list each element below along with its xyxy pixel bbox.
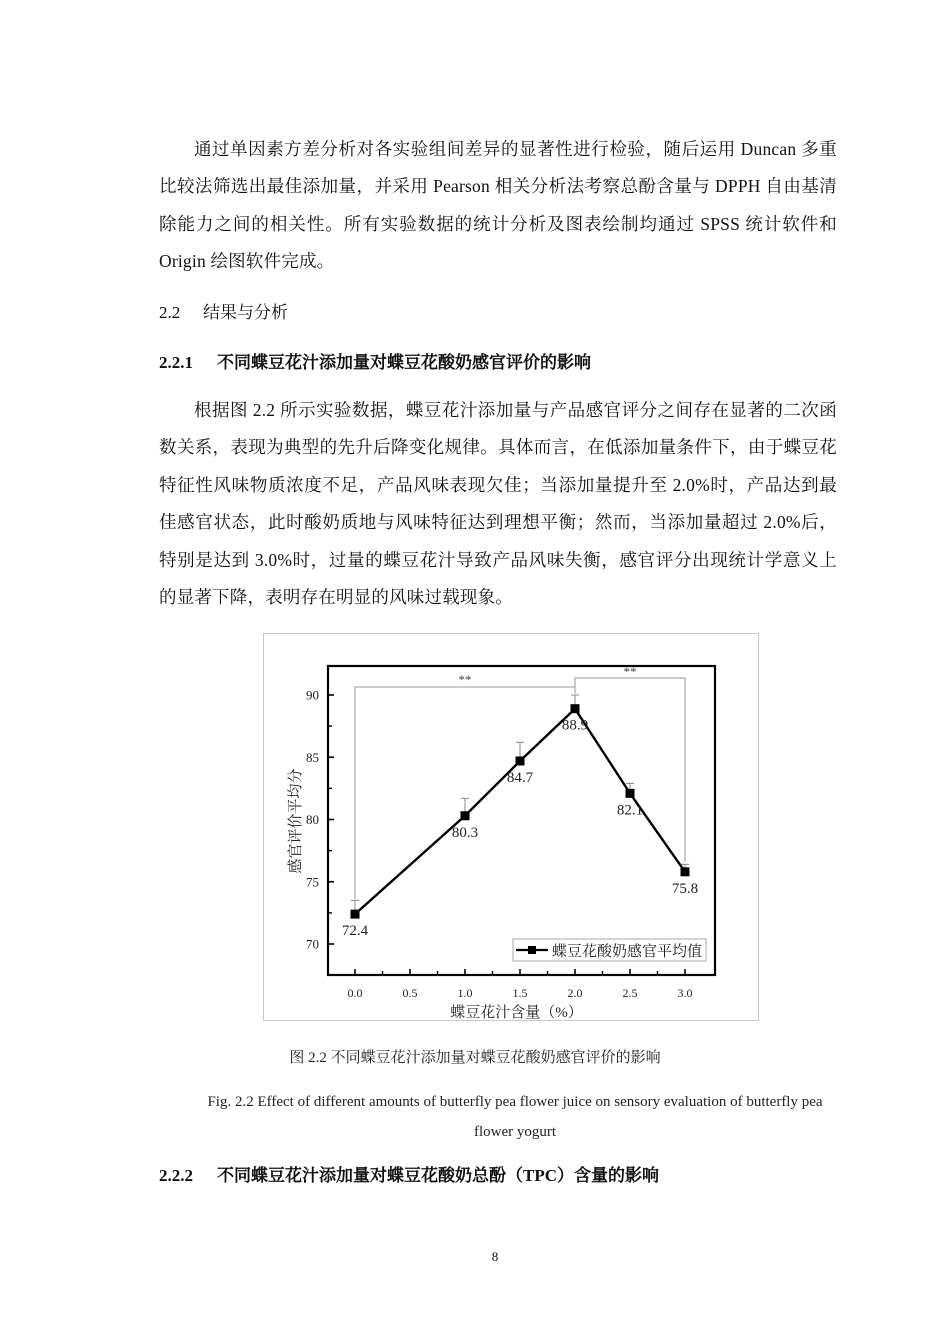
section-title: 不同蝶豆花汁添加量对蝶豆花酸奶总酚（TPC）含量的影响 <box>217 1166 659 1185</box>
figure-2-2 <box>263 633 759 1021</box>
y-tick-label: 90 <box>306 687 319 703</box>
x-tick-label: 1.5 <box>512 986 528 1000</box>
section-heading-2-2-1 <box>159 348 591 373</box>
data-point-marker <box>461 811 470 820</box>
plot-frame <box>328 666 715 975</box>
x-tick-label: 2.0 <box>567 986 583 1000</box>
significance-bracket <box>575 678 685 862</box>
figure-caption-en: Fig. 2.2 Effect of different amounts of butterfly pea flower juice on sensory evaluation of butterfly pea flower yogurt <box>207 1094 823 1140</box>
data-label: 88.9 <box>561 717 589 734</box>
significance-label: ** <box>458 672 472 687</box>
section-heading-2-2-2 <box>159 1161 659 1186</box>
data-point-marker <box>516 756 525 765</box>
section-number: 2.2.2 <box>159 1166 193 1185</box>
data-point-marker <box>681 867 690 876</box>
x-tick-label: 0.0 <box>347 986 363 1000</box>
significance-label: ** <box>623 664 637 679</box>
section-heading-2-2 <box>159 298 288 323</box>
y-tick-label: 85 <box>306 749 319 765</box>
x-tick-label: 0.5 <box>402 986 418 1000</box>
data-label: 80.3 <box>451 824 479 841</box>
data-point-marker <box>626 789 635 798</box>
x-tick-label: 2.5 <box>622 986 638 1000</box>
results-paragraph: 根据图 2.2 所示实验数据，蝶豆花汁添加量与产品感官评分之间存在显著的二次函数关系，表现为典型的先升后降变化规律。具体而言，在低添加量条件下，由于蝶豆花特征性风味物质浓度不足，产品风味表现欠佳；当添加量提升至 2.0%时，产品达到最佳感官状态，此时酸奶质地与风味特征达到理想平衡；然而，当添加量超过 2.0%后，特别是达到 3.0%时，过量的蝶豆花汁导致产品风味失衡，感官评分出现统计学意义上的显著下降，表明存在明显的风味过载现象。 <box>159 400 837 608</box>
section-title: 结果与分析 <box>203 303 288 322</box>
x-axis-label: 蝶豆花汁含量（%） <box>450 1005 583 1021</box>
y-axis-label: 感官评价平均分 <box>288 768 304 874</box>
section-number: 2.2.1 <box>159 353 193 372</box>
x-tick-label: 1.0 <box>457 986 473 1000</box>
significance-bracket <box>355 687 575 899</box>
sensory-line-chart <box>264 634 760 1022</box>
section-title: 不同蝶豆花汁添加量对蝶豆花酸奶感官评价的影响 <box>217 353 591 372</box>
data-label: 75.8 <box>671 880 699 897</box>
section-number: 2.2 <box>159 303 181 322</box>
data-point-marker <box>351 910 360 919</box>
legend-marker-icon <box>528 946 536 954</box>
data-label: 84.7 <box>506 769 534 786</box>
data-label: 82.1 <box>616 802 644 819</box>
data-label: 72.4 <box>341 923 369 940</box>
y-tick-label: 70 <box>306 936 319 952</box>
legend-label: 蝶豆花酸奶感官平均值 <box>552 944 703 960</box>
y-tick-label: 75 <box>306 874 319 890</box>
intro-paragraph: 通过单因素方差分析对各实验组间差异的显著性进行检验，随后运用 Duncan 多重比较法筛选出最佳添加量，并采用 Pearson 相关分析法考察总酚含量与 DPPH 自由基清除能力之间的相关性。所有实验数据的统计分析及图表绘制均通过 SPSS 统计软件和 Origin 绘图软件完成。 <box>159 139 837 272</box>
x-tick-label: 3.0 <box>677 986 693 1000</box>
page-number: 8 <box>491 1249 499 1264</box>
data-point-marker <box>571 704 580 713</box>
y-tick-label: 80 <box>306 812 319 827</box>
figure-caption-cn: 图 2.2 不同蝶豆花汁添加量对蝶豆花酸奶感官评价的影响 <box>289 1050 661 1066</box>
